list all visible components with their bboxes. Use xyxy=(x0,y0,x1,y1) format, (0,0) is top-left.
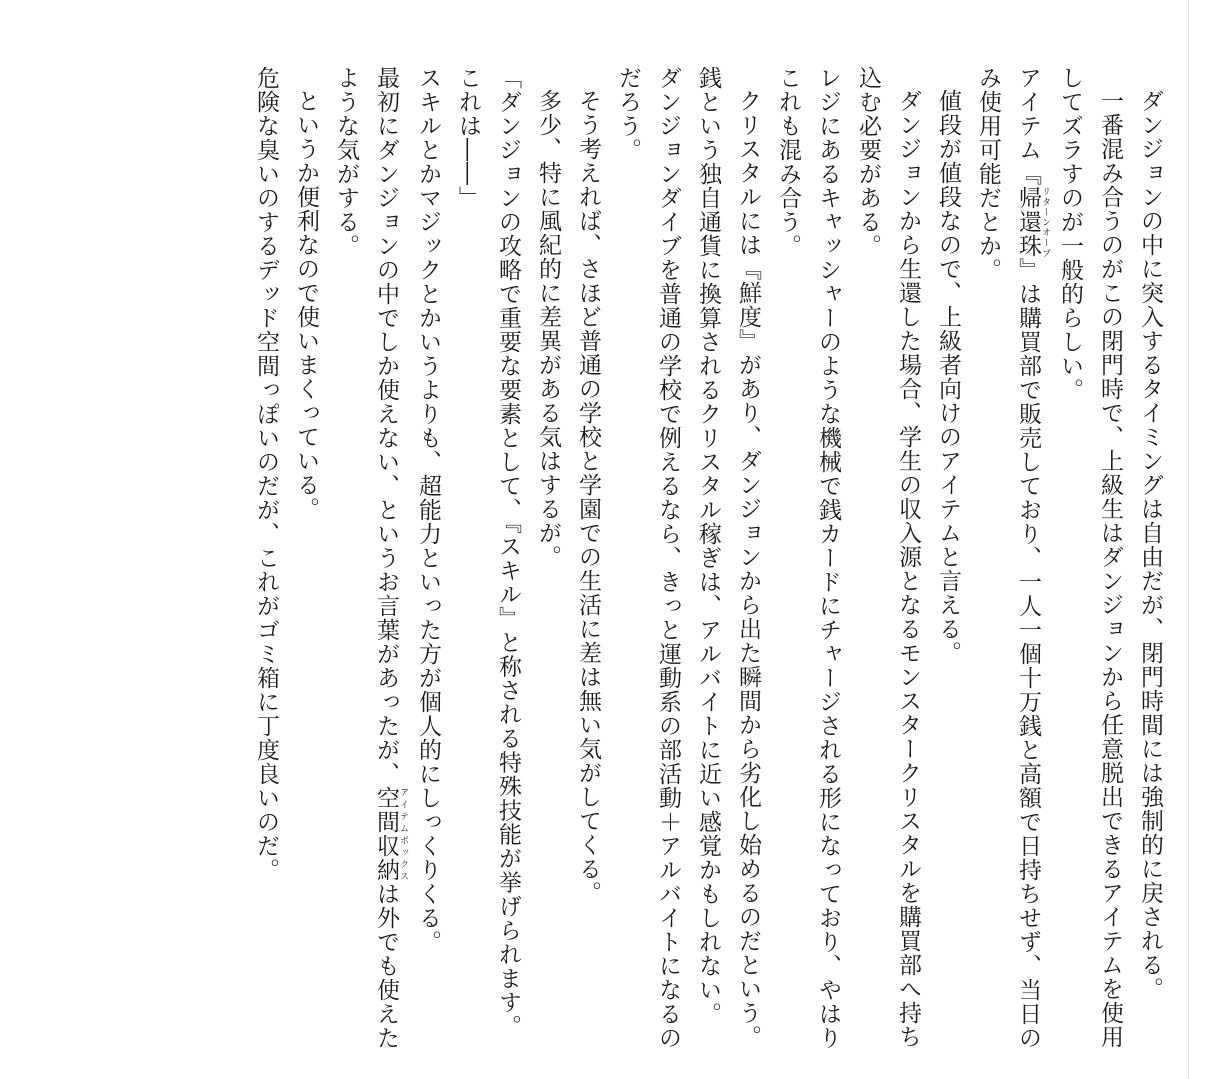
paragraph: というか便利なので使いまくっている。 xyxy=(293,89,319,521)
ruby-annotation xyxy=(1015,186,1050,258)
paragraph: 危険な臭いのするデッド空間っぽいのだが、これがゴミ箱に丁度良いのだ。 xyxy=(253,66,279,882)
paragraph-text-after: 』は購買部で販売しており、一人一個十万銭と高額で日持ちせず、当日のみ使用可能だとか。 xyxy=(975,66,1041,1050)
paragraph: ダンジョンの中に突入するタイミングは自由だが、閉門時間には強制的に戻される。 xyxy=(1137,89,1163,1001)
paragraph: そう考えれば、さほど普通の学校と学園での生活に差は無い気がしてくる。 xyxy=(575,89,601,905)
paragraph: クリスタルには『鮮度』があり、ダンジョンから出た瞬間から劣化し始めるのだという。 xyxy=(735,89,761,1049)
paragraph-text-before: 最初にダンジョンの中でしか使えない、というお言葉があったが、 xyxy=(373,66,399,786)
paragraph: 値段が値段なので、上級者向けのアイテムと言える。 xyxy=(935,89,961,665)
ruby-base: 帰還珠 xyxy=(1015,186,1041,258)
paragraph: 銭という独自通貨に換算されるクリスタル稼ぎは、アルバイトに近い感覚かもしれない。 xyxy=(695,66,721,1026)
page-edge-divider xyxy=(1188,0,1189,1079)
paragraph-text-after: は外でも使えたような気がする。 xyxy=(333,66,399,1050)
paragraph-with-ruby xyxy=(968,66,1050,1056)
paragraph: スキルとかマジックとかいうよりも、超能力といった方が個人的にしっくりくる。 xyxy=(415,66,441,954)
paragraph-text-before: アイテム『 xyxy=(1015,66,1041,186)
paragraph: 一番混み合うのがこの閉門時で、上級生はダンジョンから任意脱出できるアイテムを使用してズラすのが一般的らしい。 xyxy=(1057,66,1123,1049)
paragraph: 多少、特に風紀的に差異がある気はするが。 xyxy=(535,89,561,569)
dialogue-line: 「ダンジョンの攻略で重要な要素として、『スキル』と称される特殊技能が挙げられます。 xyxy=(495,66,521,1039)
paragraph: ダンジョンから生還した場合、学生の収入源となるモンスタークリスタルを購買部へ持ち込む必要がある。 xyxy=(855,66,921,1049)
ruby-reading: リターンオーブ xyxy=(1040,186,1050,258)
vertical-text-body xyxy=(50,66,1170,1056)
paragraph-with-ruby xyxy=(326,66,408,1056)
paragraph: レジにあるキャッシャーのような機械で銭カードにチャージされる形になっており、やはりこれも混み合う。 xyxy=(775,66,841,1050)
dialogue-line: これは――」 xyxy=(455,66,481,210)
ruby-annotation xyxy=(373,786,408,882)
ruby-reading: アイテムボックス xyxy=(398,786,408,882)
ruby-base: 空間収納 xyxy=(373,786,399,882)
paragraph: ダンジョンダイブを普通の学校で例えるなら、きっと運動系の部活動＋アルバイトになるのだろう。 xyxy=(615,66,681,1050)
